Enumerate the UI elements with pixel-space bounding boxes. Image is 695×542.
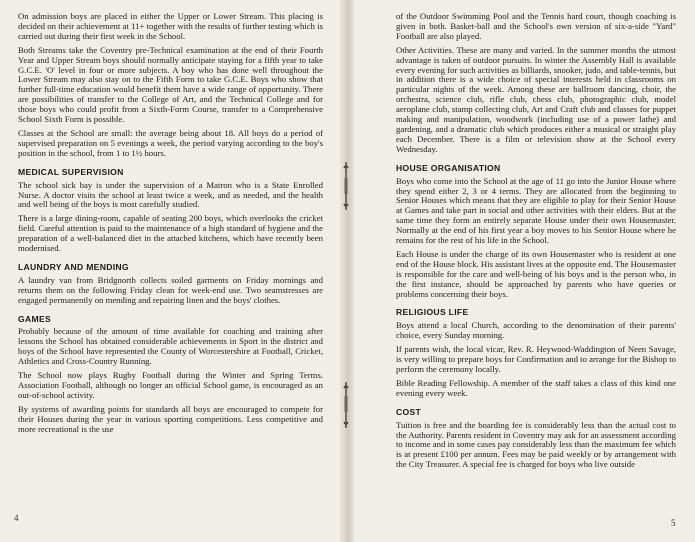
- section-heading-cost: COST: [396, 406, 422, 417]
- section-heading-laundry: LAUNDRY AND MENDING: [18, 261, 129, 272]
- paragraph: Classes at the School are small: the average being about 18. All boys do a period of supervised preparation on 5 evenings a week, the period varying according to the boy's position in the school, from 1 to 1½ hours.: [18, 127, 323, 158]
- right-page: [396, 12, 676, 474]
- paragraph: By systems of awarding points for standards all boys are encouraged to compete for their Houses during the year in various sporting competitions. Less competitive and more recreational is the use: [18, 403, 323, 434]
- page-number: 5: [671, 518, 676, 528]
- paragraph: Boys attend a local Church, according to the denomination of their parents' choice, every Sunday morning.: [396, 320, 676, 341]
- paragraph: On admission boys are placed in either the Upper or Lower Stream. This placing is decided on their achievement at 11+ together with the results of further testing which is carried out during their first week in the School.: [18, 11, 323, 41]
- paragraph: The School now plays Rugby Football during the Winter and Spring Terms. Association Football, although no longer an official School game, is encouraged as an out-of-school activity.: [18, 370, 323, 400]
- paragraph: Boys who come into the School at the age of 11 go into the Junior House where they spend either 2, 3 or 4 terms. They are allocated from the beginning to Senior Houses which means that they are eligible to play for their Senior House at Games and take part in social and other activities with their elders. But at the same time they form an entirely separate House under their own Housemaster. Normally at the end of his first year a boy moves to his Senior House where he remains for the rest of his life in the School.: [396, 175, 676, 246]
- left-page: [18, 12, 323, 439]
- staple-icon: [341, 160, 351, 212]
- section-heading-games: GAMES: [18, 313, 52, 324]
- page-number: 4: [14, 513, 19, 523]
- paragraph: of the Outdoor Swimming Pool and the Tennis hard court, though coaching is given in both. Basket-ball and the School's own version of six-a-side "Yard" Football are also played.: [396, 11, 676, 41]
- section-heading-religious: RELIGIOUS LIFE: [396, 307, 469, 318]
- paragraph: Probably because of the amount of time available for coaching and training after lessons the School has obtained considerable achievements in Sport in the district and boys of the School have represented the County of Worcestershire at Football, Cricket, Athletics and Cross-Country Running.: [18, 326, 323, 367]
- staple-icon: [341, 380, 351, 430]
- paragraph: Tuition is free and the boarding fee is considerably less than the actual cost to the Authority. Parents resident in Coventry may ask for an assessment according to income and in some cases pay considerably less than the maximum fee which is at present £100 per annum. Fees may be paid weekly or by arrangement with the City Treasurer. A special fee is charged for boys who live outside: [396, 419, 676, 470]
- paragraph: There is a large dining-room, capable of seating 200 boys, which overlooks the cricket field. Careful attention is paid to the maintenance of a high standard of hygiene and the preparation of a well-balanced diet in the attached kitchens, which have recently been modernised.: [18, 213, 323, 254]
- paragraph: Each House is under the charge of its own Housemaster who is resident at one end of the House block. His assistant lives at the opposite end. The Housemaster is responsible for the care and well-being of his boys and is the person who, in the first instance, should be approached by parents who have queries or problems concerning their boys.: [396, 248, 676, 299]
- center-gutter: [340, 0, 354, 542]
- section-heading-house: HOUSE ORGANISATION: [396, 162, 501, 173]
- paragraph: A laundry van from Bridgnorth collects soiled garments on Friday mornings and returns them on the following Friday clean for week-end use. Two seamstresses are engaged permanently on mending and repairing linen and the boys' clothes.: [18, 274, 323, 305]
- paragraph: Both Streams take the Coventry pre-Technical examination at the end of their Fourth Year and Upper Stream boys should normally anticipate staying for a fifth year to take G.C.E. 'O' level in four or more subjects. A boy who has done well throughout the Lower Stream may also stay on to the Fifth Form to take G.C.E. Boys who show that further full-time education would benefit them have a wide range of opportunity. There are possibilities of transfer to the College of Art, and the Technical College and for those boys who could profit from a Sixth-Form Course, transfer to a Comprehensive School Sixth Form is possible.: [18, 44, 323, 125]
- paragraph: The school sick bay is under the supervision of a Matron who is a State Enrolled Nurse. A doctor visits the school at least twice a week, and as needed, and the health and well being of the boys is most carefully studied.: [18, 179, 323, 210]
- paragraph: Bible Reading Fellowship. A member of the staff takes a class of this kind one evening every week.: [396, 377, 676, 398]
- paragraph: Other Activities. These are many and varied. In the summer months the utmost advantage is taken of outdoor pursuits. In winter the Assembly Hall is available every evening for such activities as billiards, snooker, judo, and table-tennis, but in addition there is a wide choice of special interests held in classrooms on particular nights of the week. Among these are ballroom dancing, choir, the orchestra, science club, rifle club, chess club, photographic club, model aeroplane club, stamp collecting club, Art and Craft club and classes for puppet making and manipulation, woodwork (including use of a power lathe) and gardening, and a dramatic club which produces either a musical or straight play each December. There is a film or television show at the School every Wednesday.: [396, 44, 676, 154]
- section-heading-medical: MEDICAL SUPERVISION: [18, 166, 124, 177]
- paragraph: If parents wish, the local vicar, Rev. R. Heywood-Waddington of Neen Savage, is very willing to prepare boys for Confirmation and to arrange for the Bishop to perform the ceremony locally.: [396, 344, 676, 374]
